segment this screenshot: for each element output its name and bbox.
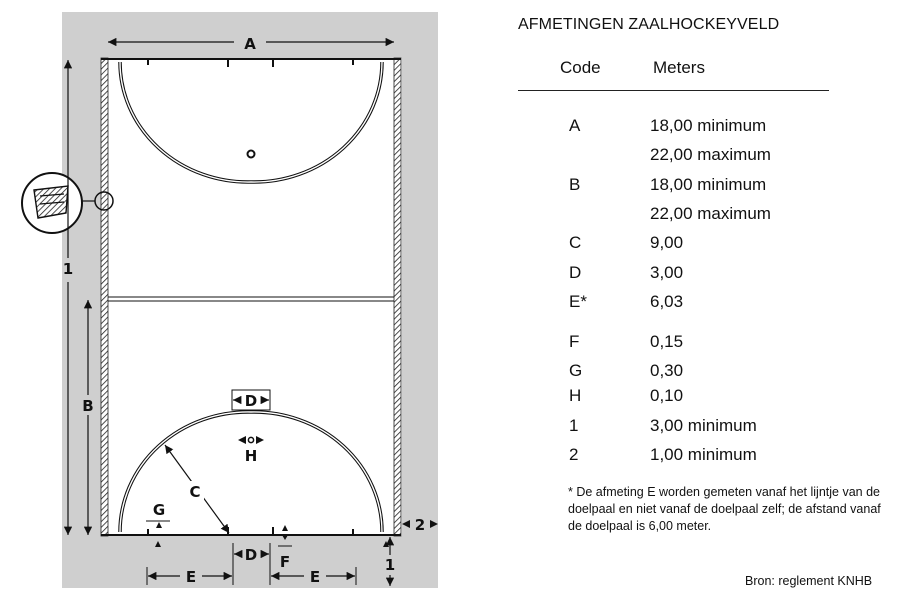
- row-value: 18,00 minimum: [650, 116, 767, 135]
- dimension-two-label: 2: [414, 516, 426, 534]
- row-value: 3,00: [650, 263, 684, 282]
- board-right: [394, 58, 401, 536]
- column-header-meters: Meters: [653, 58, 705, 77]
- dimension-d-label-bottom: D: [244, 546, 258, 564]
- dimension-e-right-label: E: [309, 568, 321, 586]
- dimension-a-label: A: [244, 35, 256, 53]
- row-code: G: [569, 361, 583, 380]
- dimension-e-left-label: E: [185, 568, 197, 586]
- row-value: 22,00 maximum: [650, 145, 771, 164]
- row-value: 22,00 maximum: [650, 204, 771, 223]
- row-value: 6,03: [650, 292, 684, 311]
- dimension-one-bottom-label: 1: [384, 556, 396, 574]
- row-code: B: [569, 175, 581, 194]
- row-code: 1: [569, 416, 579, 435]
- dimension-g-label: G: [152, 501, 166, 519]
- table-title: AFMETINGEN ZAALHOCKEYVELD: [518, 16, 780, 33]
- row-code: A: [569, 116, 581, 135]
- dimension-b-label: B: [82, 397, 94, 415]
- dimension-f-label: F: [279, 553, 291, 571]
- source-credit: Bron: reglement KNHB: [745, 574, 873, 588]
- row-value: 0,15: [650, 332, 684, 351]
- header-divider: [518, 90, 829, 91]
- row-value: 18,00 minimum: [650, 175, 767, 194]
- row-code: H: [569, 386, 582, 405]
- row-value: 0,10: [650, 386, 684, 405]
- row-code: E*: [569, 292, 587, 311]
- dimension-h-label: H: [244, 447, 258, 465]
- row-code: C: [569, 233, 582, 252]
- row-value: 3,00 minimum: [650, 416, 757, 435]
- row-code: D: [569, 263, 582, 282]
- footnote: * De afmeting E worden gemeten vanaf het lijntje van de doelpaal en niet vanaf de doelpaal zelf; de afstand vanaf de doelpaal is 6,00 meter.: [568, 485, 881, 533]
- dimension-d-label-top: D: [244, 392, 258, 410]
- row-code: F: [569, 332, 580, 351]
- row-value: 0,30: [650, 361, 684, 380]
- column-header-code: Code: [560, 58, 601, 77]
- dimension-c-label: C: [189, 483, 201, 501]
- penalty-spot-top: [248, 151, 255, 158]
- row-code: 2: [569, 445, 579, 464]
- row-value: 1,00 minimum: [650, 445, 757, 464]
- board-left: [101, 58, 108, 536]
- row-value: 9,00: [650, 233, 684, 252]
- dimension-one-top-label: 1: [62, 260, 74, 278]
